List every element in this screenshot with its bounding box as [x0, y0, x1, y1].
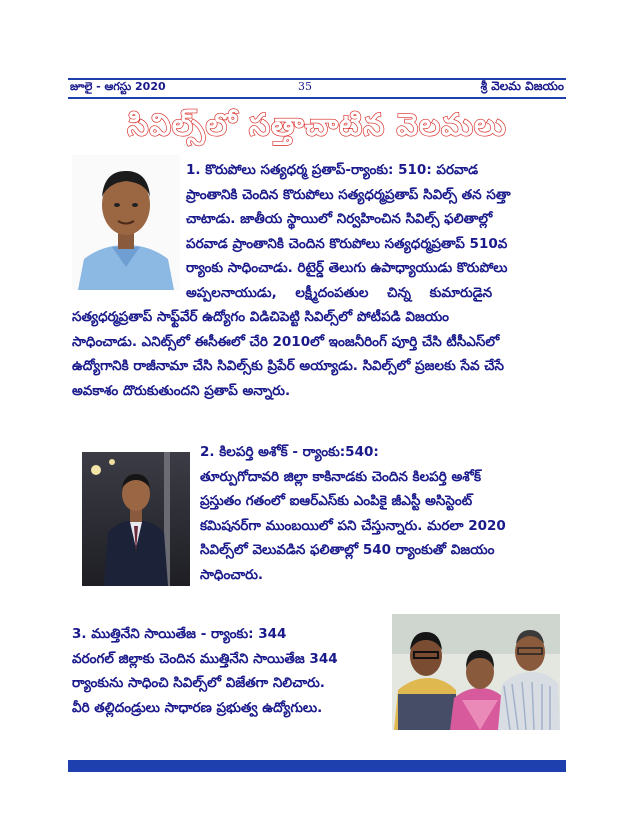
page-number: 35 [298, 80, 312, 93]
text-line: అప్పలనాయుడు, లక్ష్మీదంపతుల చిన్న కుమారుడైన [186, 284, 493, 301]
text-line: తూర్పుగోదావరి జిల్లా కాకినాడకు చెందిన కిలపర్తి అశోక్ [200, 468, 482, 485]
text-line: సివిల్స్‌లో వెలువడిన ఫలితాల్లో 540 ర్యాంకుతో విజయం [200, 542, 495, 558]
text-line: 1. కొరుపోలు సత్యధర్మ ప్రతాప్-ర్యాంకు: 510: పరవాడ [186, 162, 479, 178]
footer-rule [68, 760, 566, 772]
text-line: కమిషనర్‌గా ముంబయిలో పని చేస్తున్నారు. మరలా 2020 [200, 517, 506, 534]
text-line: ప్రాంతానికి చెందిన కొరుపోలు సత్యధర్మప్రతాప్ సివిల్స్ తన సత్తా [186, 186, 511, 203]
magazine-name: శ్రీ వెలమ విజయం [480, 79, 564, 93]
portrait-photo-2 [82, 452, 190, 586]
section-2 [200, 440, 566, 587]
text-line: ర్యాంకును సాధించి సివిల్స్‌లో విజేతగా నిలిచారు. [72, 675, 325, 691]
family-photo-3 [392, 614, 560, 730]
text-line: చాటాడు. జాతీయ స్థాయిలో నిర్వహించిన సివిల్స్ ఫలితాల్లో [186, 211, 493, 227]
text-line: ర్యాంకు సాధించాడు. రిటైర్డ్ తెలుగు ఉపాధ్యాయుడు కొరుపోలు [186, 260, 508, 276]
text-line: సాధించాడు. ఎనిట్స్‌లో ఈసీఈలో చేరి 2010లో ఇంజనీరింగ్ పూర్తి చేసి టీసీఎస్‌లో [72, 333, 500, 350]
text-line: ప్రస్తుతం గతంలో ఐఆర్ఎస్‌కు ఎంపికై జీఎస్టీ అసిస్టెంట్ [200, 493, 473, 509]
text-line: ఉద్యోగానికి రాజీనామా చేసి సివిల్స్‌కు ప్రిపేర్ అయ్యాడు. సివిల్స్‌లో ప్రజలకు సేవ చేసే [72, 358, 505, 374]
text-line: పరవాడ ప్రాంతానికి చెందిన కొరుపోలు సత్యధర్మప్రతాప్ 510వ [186, 235, 508, 252]
text-line: అవకాశం దొరుకుతుందని ప్రతాప్ అన్నారు. [72, 382, 291, 399]
section-3 [72, 622, 384, 720]
section-1 [72, 158, 566, 403]
issue-date: జూలై - ఆగస్టు 2020 [70, 80, 166, 93]
text-line: 3. ముత్తినేని సాయితేజ - ర్యాంకు: 344 [72, 626, 287, 642]
text-line: వరంగల్ జిల్లాకు చెందిన ముత్తినేని సాయితేజ 344 [72, 650, 338, 667]
text-line: సత్యధర్మప్రతాప్ సాఫ్ట్‌వేర్ ఉద్యోగం విడిచిపెట్టి సివిల్స్‌లో పోటీపడి విజయం [72, 309, 450, 325]
text-line: సాధించారు. [200, 566, 263, 583]
article-title: సివిల్స్‌లో సత్తాచాటిన వెలమలు [127, 108, 507, 143]
text-line: 2. కిలపర్తి అశోక్ - ర్యాంకు:540: [200, 444, 379, 460]
page-header [68, 78, 566, 99]
text-line: వీరి తల్లిదండ్రులు సాధారణ ప్రభుత్వ ఉద్యోగులు. [72, 699, 323, 716]
